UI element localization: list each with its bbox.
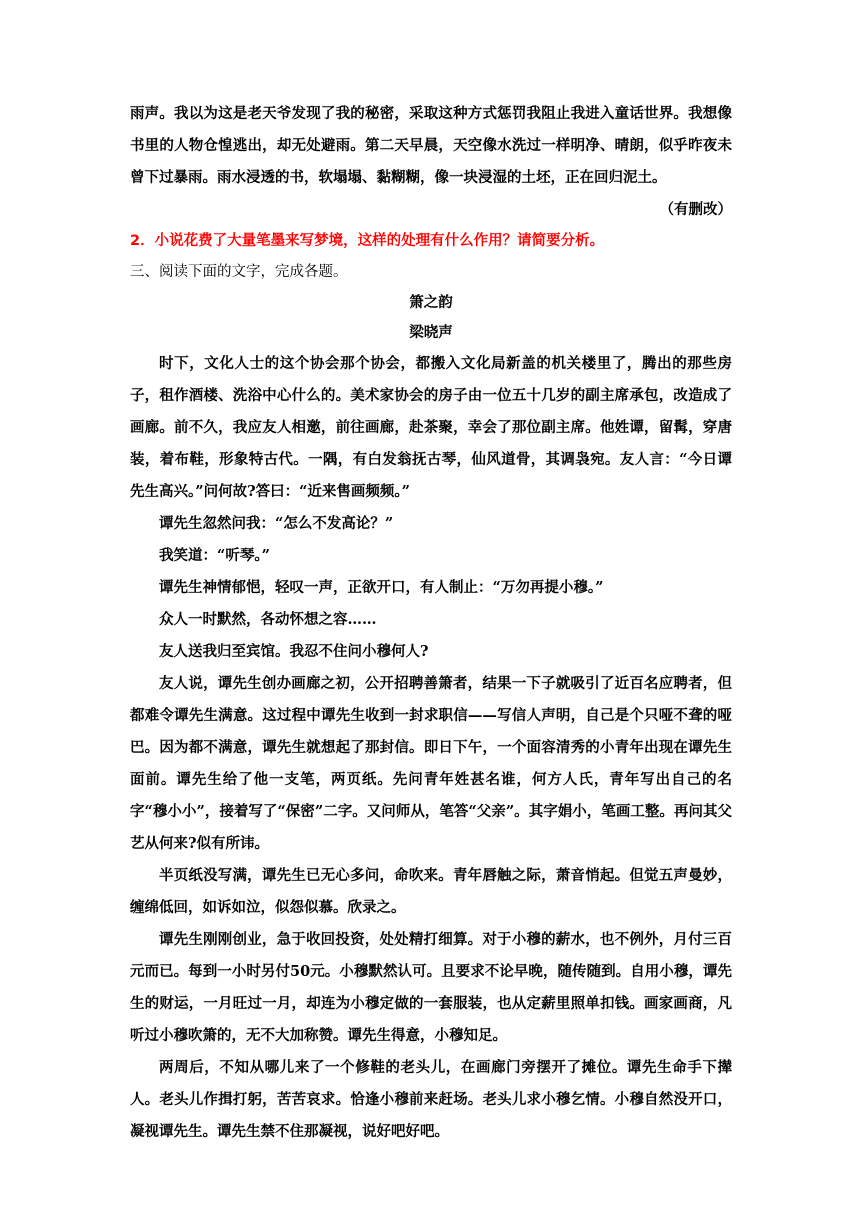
story-paragraph: 友人说，谭先生创办画廊之初，公开招聘善箫者，结果一下子就吸引了近百名应聘者，但都难令谭先生满意。这过程中谭先生收到一封求职信——写信人声明，自己是个只哑不聋的哑巴。因为都不满意，谭先生就想起了那封信。即日下午，一个面容清秀的小青年出现在谭先生面前。谭先生给了他一支笔，两页纸。先问青年姓甚名谁，何方人氏，青年写出自己的名字“穆小小”，接着写了“保密”二字。又问师从，笔答“父亲”。其字娟小，笔画工整。再问其父艺从何来?似有所讳。 (130, 675, 732, 852)
story-author: 梁晓声 (409, 324, 453, 341)
document-page (130, 98, 732, 1148)
story-paragraph: 谭先生刚刚创业，急于收回投资，处处精打细算。对于小穆的薪水，也不例外，月付三百元而已。每到一小时另付50元。小穆默然认可。且要求不论早晚，随传随到。自用小穆，谭先生的财运，一月旺过一月，却连为小穆定做的一套服装，也从定薪里照单扣钱。画家画商，凡听过小穆吹箫的，无不大加称赞。谭先生得意，小穆知足。 (130, 931, 732, 1044)
story-paragraph: 众人一时默然，各动怀想之容…… (159, 611, 377, 628)
revision-note: （有删改） (659, 201, 732, 218)
section-heading: 三、阅读下面的文字，完成各题。 (130, 264, 348, 280)
story-paragraph: 时下，文化人士的这个协会那个协会，都搬入文化局新盖的机关楼里了，腾出的那些房子，租作酒楼、洗浴中心什么的。美术家协会的房子由一位五十几岁的副主席承包，改造成了画廊。前不久，我应友人相邀，前往画廊，赴茶聚，幸会了那位副主席。他姓谭，留髯，穿唐装，着布鞋，形象特古代。一隅，有白发翁抚古琴，仙风道骨，其调袅宛。友人言：“今日谭先生高兴。”问何故?答曰：“近来售画频频。” (130, 355, 732, 500)
story-paragraph: 谭先生神情郁悒，轻叹一声，正欲开口，有人制止：“万勿再提小穆。” (159, 579, 604, 596)
story-paragraph: 我笑道：“听琴。” (159, 547, 270, 564)
story-title: 箫之韵 (409, 294, 453, 311)
story-paragraph: 谭先生忽然问我：“怎么不发高论？” (159, 515, 394, 532)
story-paragraph: 两周后，不知从哪儿来了一个修鞋的老头儿，在画廊门旁摆开了摊位。谭先生命手下撵人。老头儿作揖打躬，苦苦哀求。恰逢小穆前来赶场。老头儿求小穆乞情。小穆自然没开口，凝视谭先生。谭先生禁不住那凝视，说好吧好吧。 (130, 1059, 732, 1140)
intro-paragraph: 雨声。我以为这是老天爷发现了我的秘密，采取这种方式惩罚我阻止我进入童话世界。我想像书里的人物仓惶逃出，却无处避雨。第二天早晨，天空像水洗过一样明净、晴朗，似乎昨夜未曾下过暴雨。雨水浸透的书，软塌塌、黏糊糊，像一块浸湿的土坯，正在回归泥土。 (130, 105, 732, 186)
story-paragraph: 半页纸没写满，谭先生已无心多问，命吹来。青年唇触之际，萧音悄起。但觉五声曼妙，缠绵低回，如诉如泣，似怨似慕。欣录之。 (130, 867, 732, 916)
question-2: 2．小说花费了大量笔墨来写梦境，这样的处理有什么作用？请简要分析。 (130, 233, 605, 249)
story-paragraph: 友人送我归至宾馆。我忍不住问小穆何人? (159, 643, 429, 660)
